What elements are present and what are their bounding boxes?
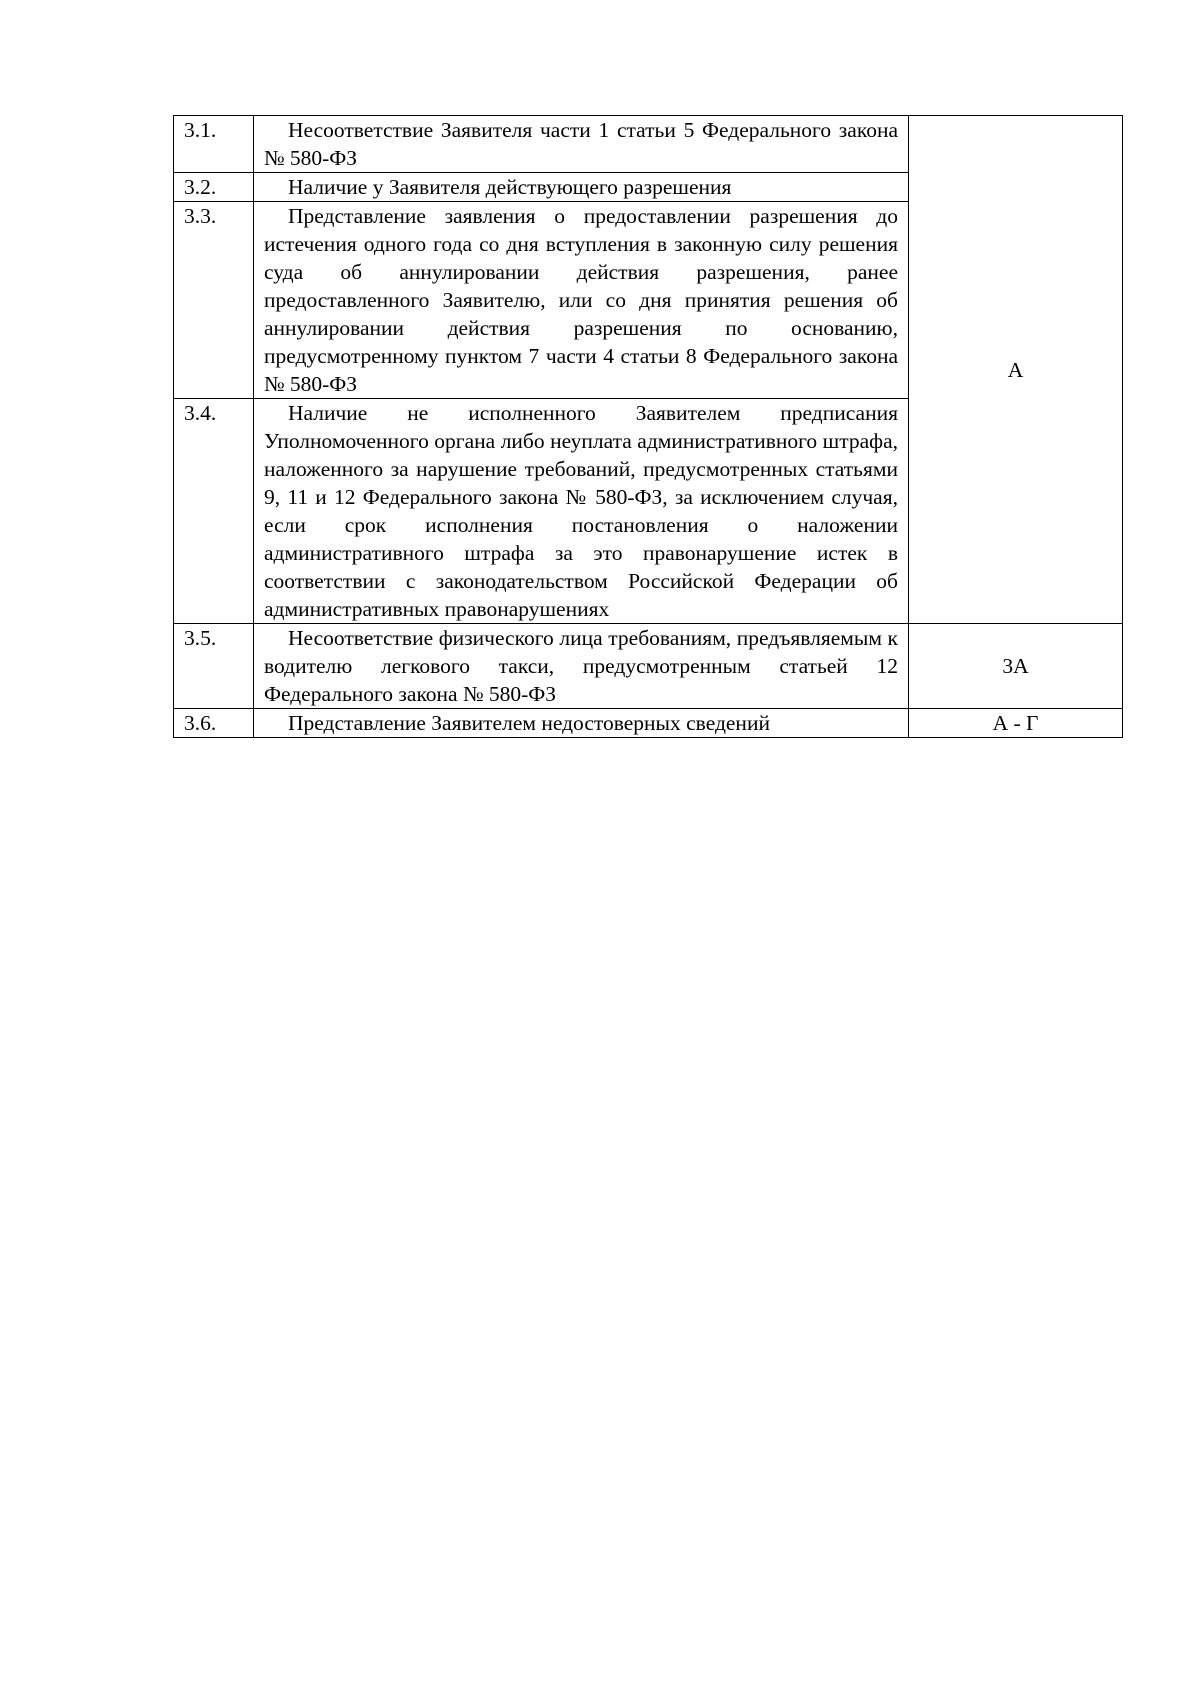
row-number: 3.2. bbox=[174, 173, 254, 202]
row-number: 3.4. bbox=[174, 399, 254, 624]
row-description: Несоответствие физического лица требованиям, предъявляемым к водителю легкового такси, предусмотренным статьей 12 Федерального закона № 580-ФЗ bbox=[254, 624, 909, 709]
table-row bbox=[174, 624, 1123, 709]
table-row bbox=[174, 709, 1123, 738]
row-code: А bbox=[909, 116, 1123, 624]
row-number: 3.6. bbox=[174, 709, 254, 738]
row-description: Несоответствие Заявителя части 1 статьи 5 Федерального закона № 580-ФЗ bbox=[254, 116, 909, 173]
grounds-table bbox=[173, 115, 1123, 738]
row-number: 3.1. bbox=[174, 116, 254, 173]
row-description: Наличие не исполненного Заявителем предписания Уполномоченного органа либо неуплата административного штрафа, наложенного за нарушение требований, предусмотренных статьями 9, 11 и 12 Федерального закона № 580-ФЗ, за исключением случая, если срок исполнения постановления о наложении административного штрафа за это правонарушение истек в соответствии с законодательством Российской Федерации об административных правонарушениях bbox=[254, 399, 909, 624]
row-description: Представление Заявителем недостоверных сведений bbox=[254, 709, 909, 738]
row-description: Представление заявления о предоставлении разрешения до истечения одного года со дня вступления в законную силу решения суда об аннулировании действия разрешения, ранее предоставленного Заявителю, или со дня принятия решения об аннулировании действия разрешения по основанию, предусмотренному пунктом 7 части 4 статьи 8 Федерального закона № 580-ФЗ bbox=[254, 202, 909, 399]
row-description: Наличие у Заявителя действующего разрешения bbox=[254, 173, 909, 202]
row-code: 3А bbox=[909, 624, 1123, 709]
row-number: 3.5. bbox=[174, 624, 254, 709]
row-code: А - Г bbox=[909, 709, 1123, 738]
table-row bbox=[174, 116, 1123, 173]
row-number: 3.3. bbox=[174, 202, 254, 399]
